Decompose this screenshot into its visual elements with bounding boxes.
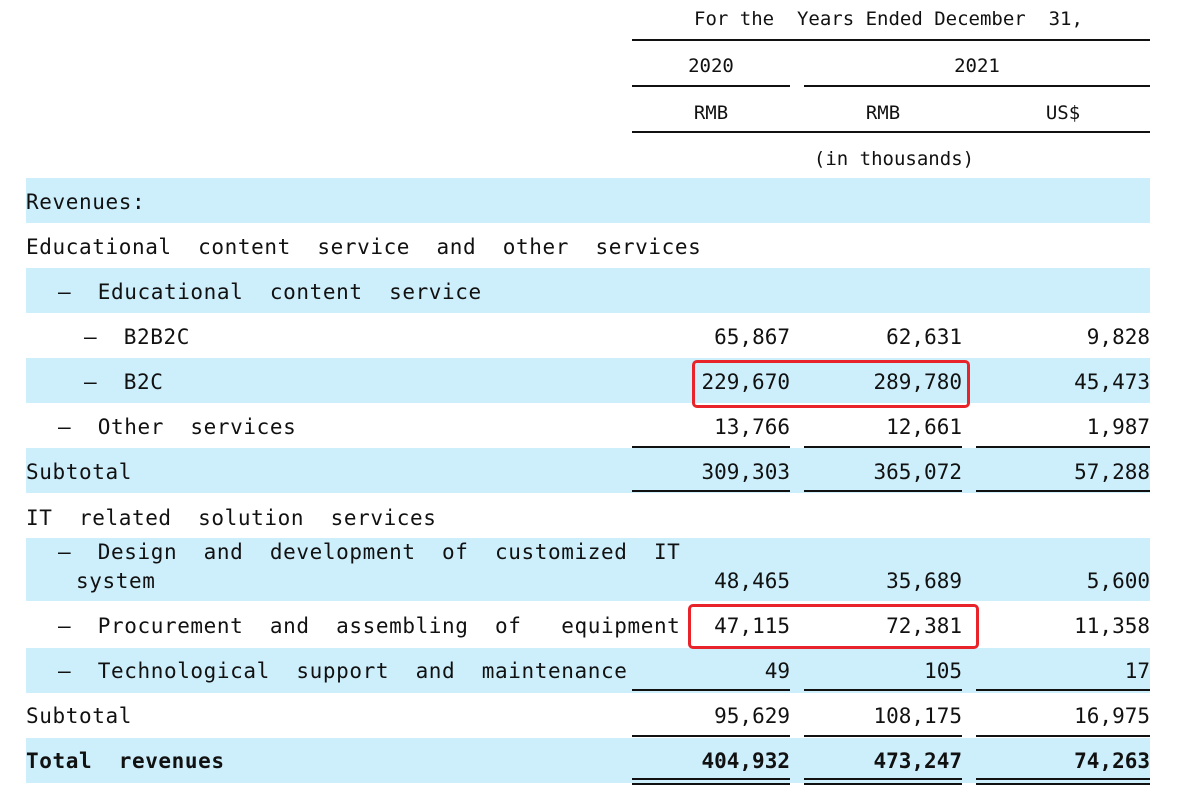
header-rule — [632, 39, 1150, 41]
tech-support-rule-2021-rmb — [804, 689, 962, 691]
tech-support-rule-2021-usd — [976, 689, 1150, 691]
total-revenues-label: Total revenues — [26, 749, 225, 773]
design-dev-2020: 48,465 — [714, 569, 790, 593]
b2c-highlight-box — [692, 360, 970, 408]
year-2020-rule — [632, 85, 790, 87]
procurement-2021-usd: 11,358 — [1074, 614, 1150, 638]
total-2021-usd: 74,263 — [1074, 749, 1150, 773]
other-services-label: – Other services — [58, 415, 297, 439]
edu-content-label: – Educational content service — [58, 280, 482, 304]
subtotal-edu-rule-2020 — [632, 490, 790, 492]
total-2020: 404,932 — [701, 749, 790, 773]
total-double-rule-2021-usd — [976, 778, 1150, 785]
b2c-2020: 229,670 — [701, 370, 790, 394]
tech-support-label: – Technological support and maintenance — [58, 659, 628, 683]
year-2021-header: 2021 — [954, 55, 1000, 77]
units-note: (in thousands) — [813, 148, 975, 170]
year-2021-rule — [804, 85, 1150, 87]
procurement-highlight-box — [688, 604, 979, 649]
revenues-heading: Revenues: — [26, 190, 146, 214]
b2b2c-2021-usd: 9,828 — [1086, 325, 1150, 349]
currency-2021-usd: US$ — [1045, 102, 1081, 124]
design-dev-2021-rmb: 35,689 — [886, 569, 962, 593]
total-double-rule-2020 — [632, 778, 790, 785]
design-dev-label-line2: system — [76, 569, 156, 593]
design-dev-label-line1: – Design and development of customized IT — [58, 540, 681, 564]
currency-2021-rmb: RMB — [865, 102, 901, 124]
subtotal-it-2021-usd: 16,975 — [1074, 704, 1150, 728]
total-2021-rmb: 473,247 — [873, 749, 962, 773]
band-revenues — [26, 178, 1150, 223]
tech-support-2020: 49 — [764, 659, 790, 683]
subtotal-edu-2021-usd: 57,288 — [1074, 460, 1150, 484]
subtotal-it-2021-rmb: 108,175 — [873, 704, 962, 728]
edu-group-label: Educational content service and other services — [26, 235, 702, 259]
tech-support-2021-rmb: 105 — [924, 659, 962, 683]
subtotal-edu-rule-2021-usd — [976, 490, 1150, 492]
b2c-2021-rmb: 289,780 — [873, 370, 962, 394]
subtotal-it-label: Subtotal — [26, 704, 132, 728]
subtotal-it-2020: 95,629 — [714, 704, 790, 728]
currency-2020-rmb: RMB — [693, 102, 729, 124]
procurement-2021-rmb: 72,381 — [886, 614, 962, 638]
procurement-2020: 47,115 — [714, 614, 790, 638]
currency-rule — [632, 131, 1150, 133]
other-services-2020: 13,766 — [714, 415, 790, 439]
period-header: For the Years Ended December 31, — [694, 8, 1083, 30]
subtotal-it-rule-2021-rmb — [804, 735, 962, 737]
b2b2c-label: – B2B2C — [84, 325, 190, 349]
b2c-label: – B2C — [84, 370, 164, 394]
b2c-2021-usd: 45,473 — [1074, 370, 1150, 394]
subtotal-it-rule-2020 — [632, 735, 790, 737]
year-2020-header: 2020 — [688, 55, 734, 77]
b2b2c-2020: 65,867 — [714, 325, 790, 349]
subtotal-edu-label: Subtotal — [26, 460, 132, 484]
tech-support-rule-2020 — [632, 689, 790, 691]
tech-support-2021-usd: 17 — [1124, 659, 1150, 683]
subtotal-it-rule-2021-usd — [976, 735, 1150, 737]
total-double-rule-2021-rmb — [804, 778, 962, 785]
other-services-rule-2021-rmb — [804, 446, 962, 448]
other-services-rule-2021-usd — [976, 446, 1150, 448]
it-group-label: IT related solution services — [26, 506, 437, 530]
subtotal-edu-2021-rmb: 365,072 — [873, 460, 962, 484]
other-services-rule-2020 — [632, 446, 790, 448]
other-services-2021-usd: 1,987 — [1086, 415, 1150, 439]
subtotal-edu-rule-2021-rmb — [804, 490, 962, 492]
b2b2c-2021-rmb: 62,631 — [886, 325, 962, 349]
procurement-label: – Procurement and assembling of equipment — [58, 614, 681, 638]
design-dev-2021-usd: 5,600 — [1086, 569, 1150, 593]
other-services-2021-rmb: 12,661 — [886, 415, 962, 439]
subtotal-edu-2020: 309,303 — [701, 460, 790, 484]
